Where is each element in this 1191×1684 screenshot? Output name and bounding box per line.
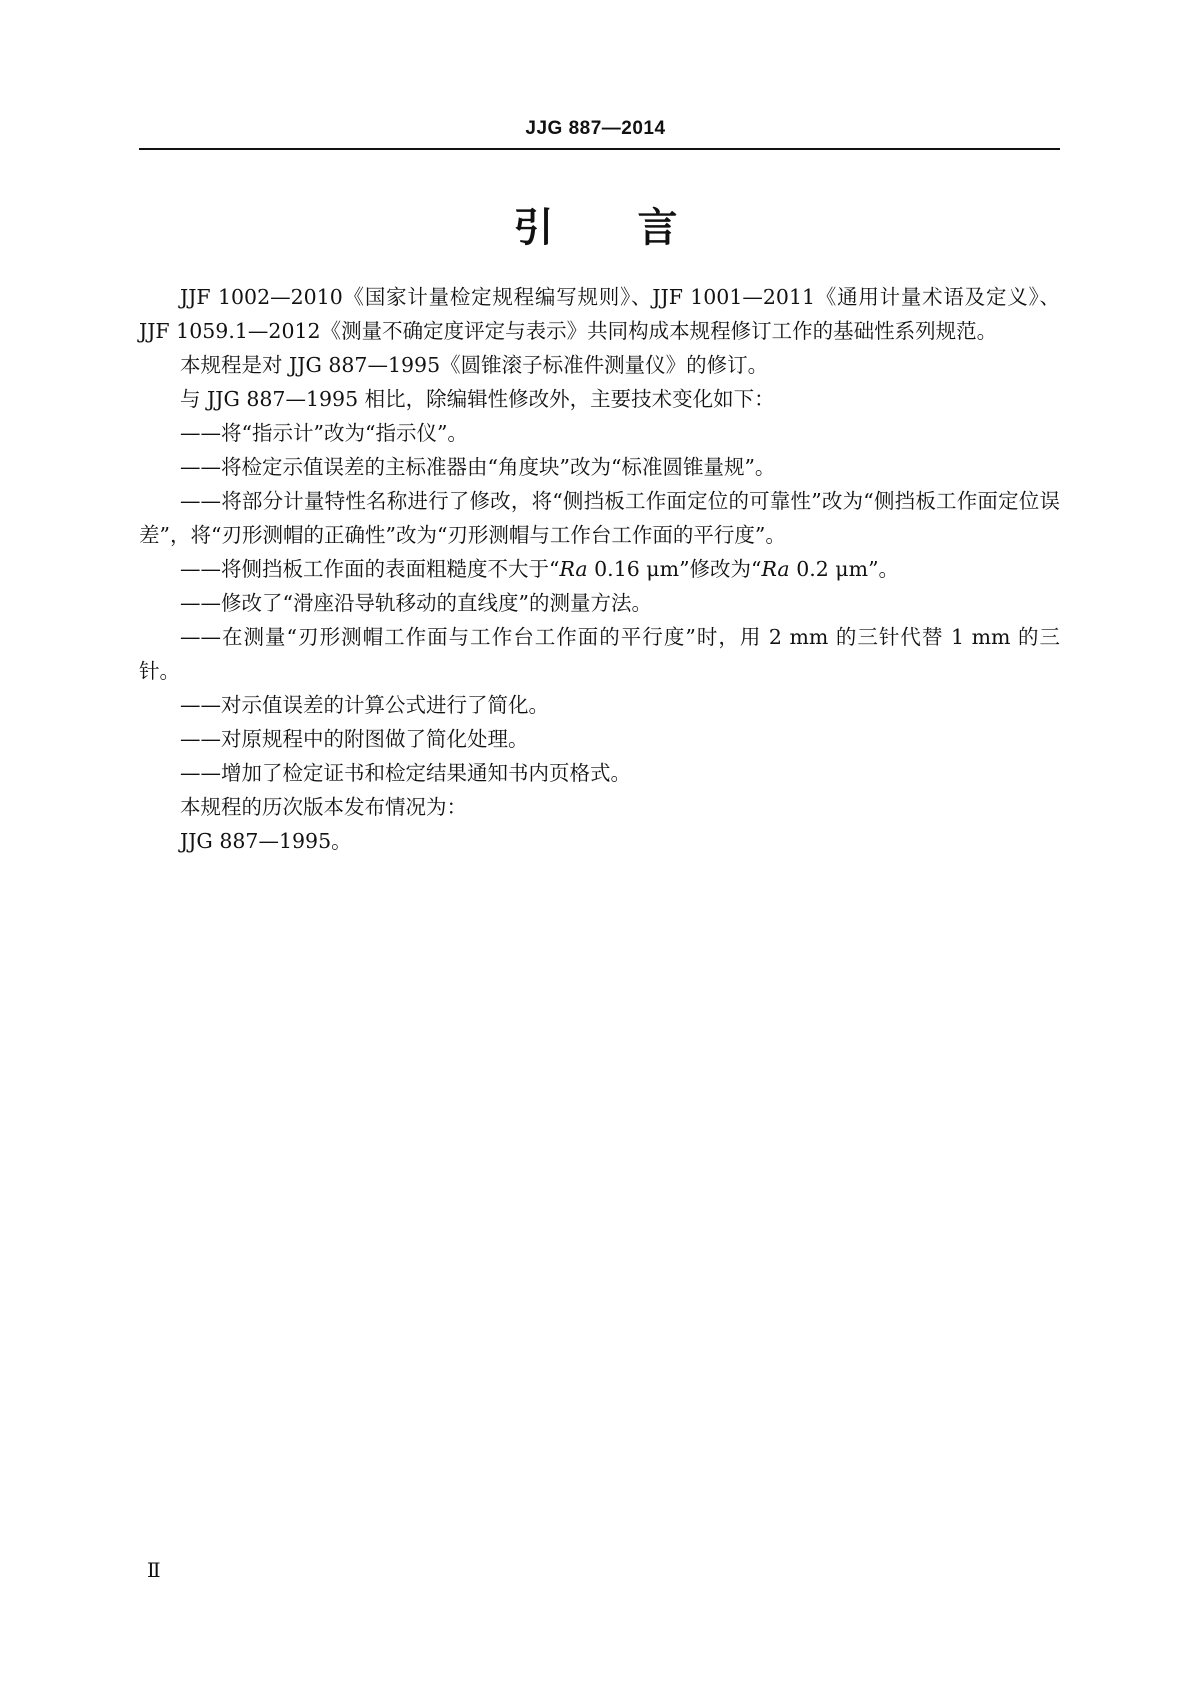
change-item: ——修改了“滑座沿导轨移动的直线度”的测量方法。 [180,591,652,615]
page-title [0,196,1191,253]
text-segment: 0.2 μm”。 [789,557,900,581]
standard-code-header: JJG 887—2014 [525,118,666,139]
title-char-1: 引 [513,205,554,251]
change-item: ——将“指示计”改为“指示仪”。 [180,421,468,445]
change-item: ——增加了检定证书和检定结果通知书内页格式。 [180,761,631,785]
change-item: ——对原规程中的附图做了简化处理。 [180,727,529,751]
change-item: ——在测量“刃形测帽工作面与工作台工作面的平行度”时，用 2 mm 的三针代替 1 mm 的三针。 [139,625,1060,683]
body-text [139,280,1060,858]
paragraph-references: JJF 1002—2010《国家计量检定规程编写规则》、JJF 1001—2011《通用计量术语及定义》、JJF 1059.1—2012《测量不确定度评定与表示》共同构成本规程修订工作的基础性系列规范。 [139,285,1060,343]
ra-symbol: Ra [761,557,790,581]
title-char-2: 言 [637,205,678,251]
ra-symbol: Ra [559,557,588,581]
text-segment: 0.16 μm”修改为“ [587,557,762,581]
change-item: ——对示值误差的计算公式进行了简化。 [180,693,549,717]
change-item-roughness [139,552,1060,586]
page-number: Ⅱ [147,1558,161,1582]
text-segment: ——将侧挡板工作面的表面粗糙度不大于“ [180,557,560,581]
change-item: ——将检定示值误差的主标准器由“角度块”改为“标准圆锥量规”。 [180,455,776,479]
paragraph-history-version: JJG 887—1995。 [180,829,352,853]
paragraph-revision-of: 本规程是对 JJG 887—1995《圆锥滚子标准件测量仪》的修订。 [180,353,769,377]
paragraph-history-intro: 本规程的历次版本发布情况为： [180,795,467,819]
header-divider [139,148,1060,150]
paragraph-changes-intro: 与 JJG 887—1995 相比，除编辑性修改外，主要技术变化如下： [180,387,775,411]
change-item: ——将部分计量特性名称进行了修改，将“侧挡板工作面定位的可靠性”改为“侧挡板工作面定位误差”，将“刃形测帽的正确性”改为“刃形测帽与工作台工作面的平行度”。 [139,489,1060,547]
